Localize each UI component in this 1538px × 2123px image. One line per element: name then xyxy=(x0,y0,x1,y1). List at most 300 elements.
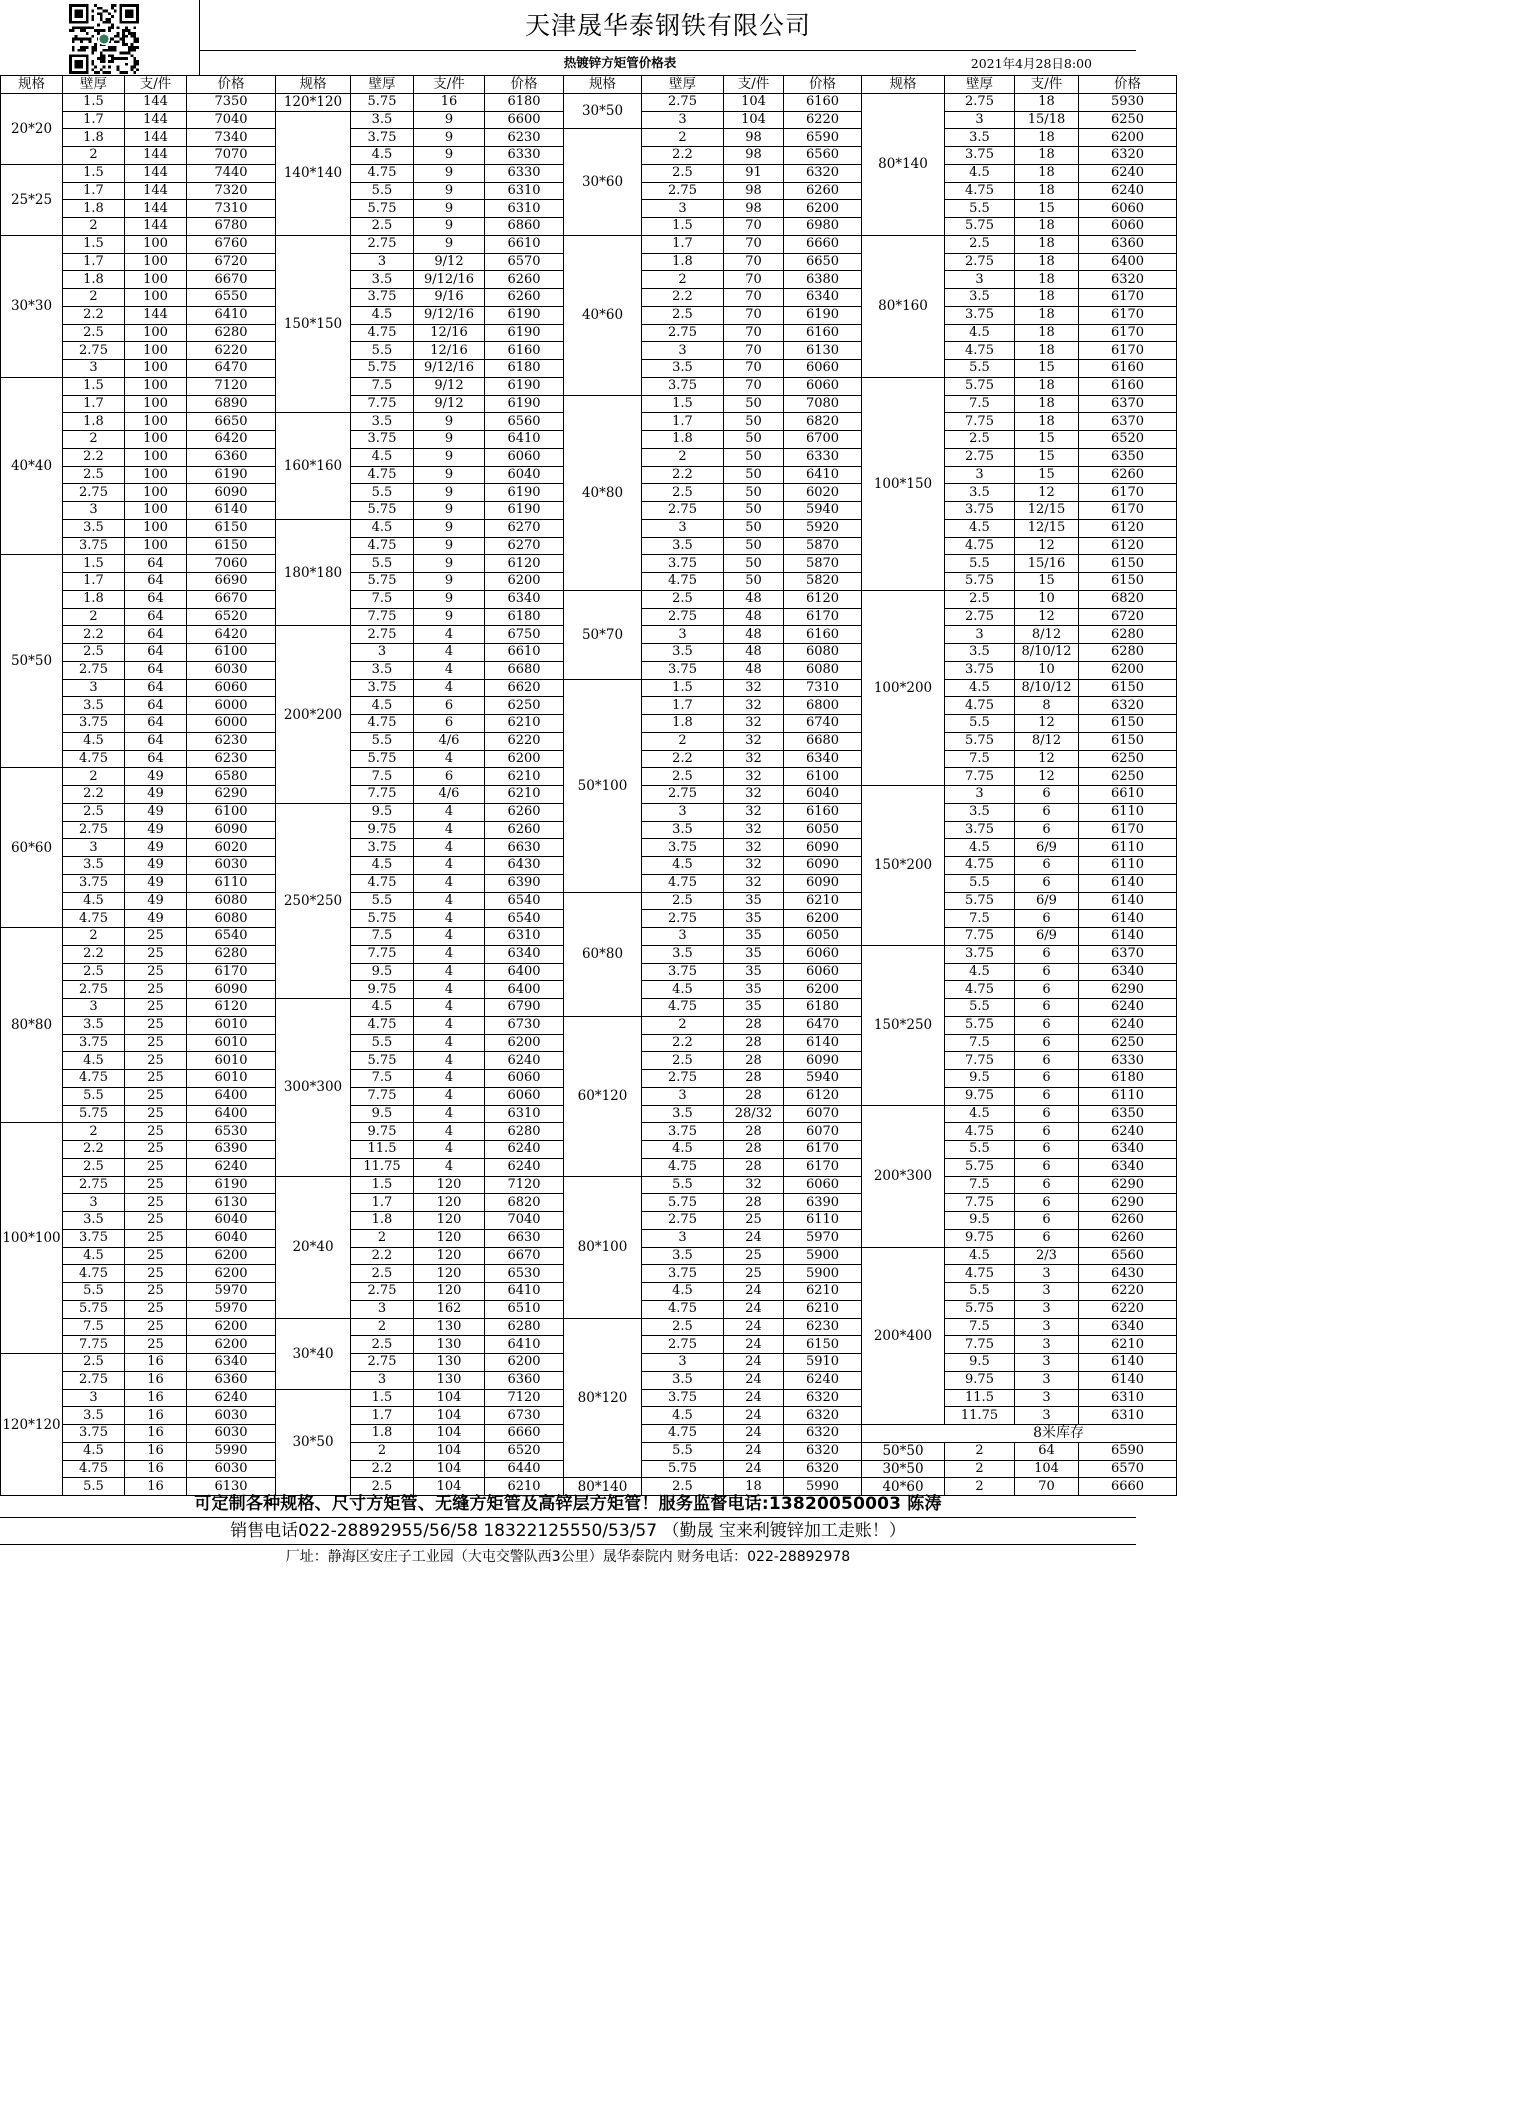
thickness-cell: 4.5 xyxy=(351,697,414,715)
table-row xyxy=(1,892,1177,910)
thickness-cell: 1.7 xyxy=(351,1407,414,1425)
pieces-cell: 50 xyxy=(724,431,784,449)
price-cell: 6190 xyxy=(187,466,276,484)
price-cell: 6890 xyxy=(187,395,276,413)
footer xyxy=(0,1491,1136,1569)
spec-cell: 200*300 xyxy=(862,1105,945,1247)
pieces-cell: 25 xyxy=(125,1194,187,1212)
spec-cell: 80*120 xyxy=(564,1318,642,1478)
pieces-cell: 16 xyxy=(125,1371,187,1389)
company-name: 天津晟华泰钢铁有限公司 xyxy=(524,11,811,40)
thickness-cell: 4.5 xyxy=(945,839,1015,857)
thickness-cell: 2.75 xyxy=(642,1070,724,1088)
pieces-cell: 8 xyxy=(1015,697,1079,715)
table-row xyxy=(1,395,1177,413)
price-cell: 6360 xyxy=(485,1371,564,1389)
thickness-cell: 3.75 xyxy=(642,555,724,573)
thickness-cell: 1.5 xyxy=(351,1176,414,1194)
thickness-cell: 2 xyxy=(63,147,125,165)
thickness-cell: 3.5 xyxy=(642,537,724,555)
pieces-cell: 4 xyxy=(414,981,485,999)
price-cell: 6410 xyxy=(485,1336,564,1354)
pieces-cell: 12/16 xyxy=(414,324,485,342)
price-cell: 5910 xyxy=(784,1354,862,1372)
pieces-cell: 28 xyxy=(724,1141,784,1159)
thickness-cell: 1.5 xyxy=(642,218,724,236)
price-cell: 6390 xyxy=(187,1141,276,1159)
thickness-cell: 4.5 xyxy=(945,164,1015,182)
pieces-cell: 9 xyxy=(414,111,485,129)
thickness-cell: 5.75 xyxy=(351,910,414,928)
thickness-cell: 2 xyxy=(63,431,125,449)
pieces-cell: 16 xyxy=(125,1407,187,1425)
pieces-cell: 25 xyxy=(125,1158,187,1176)
price-cell: 6320 xyxy=(784,1425,862,1443)
price-cell: 6080 xyxy=(784,661,862,679)
pieces-cell: 8/10/12 xyxy=(1015,679,1079,697)
thickness-cell: 2.75 xyxy=(642,1212,724,1230)
table-title: 热镀锌方矩管价格表 xyxy=(563,55,677,70)
pieces-cell: 6 xyxy=(1015,1105,1079,1123)
price-cell: 6320 xyxy=(784,1389,862,1407)
price-cell: 6170 xyxy=(1079,324,1177,342)
price-cell: 6060 xyxy=(485,1070,564,1088)
pieces-cell: 4 xyxy=(414,1105,485,1123)
thickness-cell: 7.75 xyxy=(945,928,1015,946)
thickness-cell: 3.5 xyxy=(642,1247,724,1265)
price-cell: 6360 xyxy=(1079,235,1177,253)
price-cell: 6660 xyxy=(485,1425,564,1443)
thickness-cell: 2.5 xyxy=(351,1265,414,1283)
price-cell: 6050 xyxy=(784,821,862,839)
thickness-cell: 4.5 xyxy=(642,857,724,875)
pieces-cell: 70 xyxy=(724,377,784,395)
price-cell: 6060 xyxy=(1079,218,1177,236)
price-cell: 6180 xyxy=(485,93,564,111)
column-header: 支/件 xyxy=(1015,76,1079,94)
price-cell: 6750 xyxy=(485,626,564,644)
thickness-cell: 4.5 xyxy=(351,999,414,1017)
pieces-cell: 4 xyxy=(414,626,485,644)
price-cell: 6340 xyxy=(1079,1158,1177,1176)
pieces-cell: 4 xyxy=(414,1016,485,1034)
pieces-cell: 50 xyxy=(724,484,784,502)
pieces-cell: 24 xyxy=(724,1300,784,1318)
price-cell: 6140 xyxy=(1079,892,1177,910)
thickness-cell: 2.2 xyxy=(63,945,125,963)
price-cell: 7340 xyxy=(187,129,276,147)
price-cell: 6150 xyxy=(187,537,276,555)
pieces-cell: 4 xyxy=(414,679,485,697)
price-cell: 7080 xyxy=(784,395,862,413)
spec-cell: 50*70 xyxy=(564,590,642,679)
price-cell: 5990 xyxy=(784,1478,862,1496)
pieces-cell: 24 xyxy=(724,1371,784,1389)
pieces-cell: 12 xyxy=(1015,768,1079,786)
thickness-cell: 3 xyxy=(945,626,1015,644)
thickness-cell: 3.5 xyxy=(63,857,125,875)
pieces-cell: 120 xyxy=(414,1194,485,1212)
pieces-cell: 100 xyxy=(125,377,187,395)
price-cell: 6280 xyxy=(187,945,276,963)
pieces-cell: 4 xyxy=(414,1087,485,1105)
price-cell: 6110 xyxy=(1079,1087,1177,1105)
thickness-cell: 2.2 xyxy=(642,1034,724,1052)
thickness-cell: 2.5 xyxy=(642,164,724,182)
price-cell: 6170 xyxy=(784,1158,862,1176)
price-cell: 6230 xyxy=(187,750,276,768)
price-cell: 6780 xyxy=(187,218,276,236)
thickness-cell: 4.5 xyxy=(945,963,1015,981)
thickness-cell: 11.5 xyxy=(945,1389,1015,1407)
price-cell: 6670 xyxy=(187,271,276,289)
price-cell: 6650 xyxy=(784,253,862,271)
pieces-cell: 18 xyxy=(1015,93,1079,111)
price-cell: 6150 xyxy=(1079,732,1177,750)
price-cell: 5820 xyxy=(784,573,862,591)
price-cell: 6240 xyxy=(187,1158,276,1176)
price-cell: 6220 xyxy=(1079,1300,1177,1318)
thickness-cell: 5.75 xyxy=(945,892,1015,910)
price-cell: 6530 xyxy=(485,1265,564,1283)
thickness-cell: 9.75 xyxy=(945,1087,1015,1105)
price-cell: 6110 xyxy=(784,1212,862,1230)
pieces-cell: 12/15 xyxy=(1015,519,1079,537)
table-row xyxy=(1,679,1177,697)
price-cell: 5970 xyxy=(784,1229,862,1247)
thickness-cell: 2.5 xyxy=(642,1318,724,1336)
pieces-cell: 9 xyxy=(414,519,485,537)
thickness-cell: 4.5 xyxy=(642,981,724,999)
price-cell: 6340 xyxy=(1079,1318,1177,1336)
thickness-cell: 2.5 xyxy=(63,466,125,484)
price-cell: 6020 xyxy=(784,484,862,502)
thickness-cell: 3 xyxy=(945,786,1015,804)
price-cell: 6200 xyxy=(187,1247,276,1265)
price-cell: 6140 xyxy=(784,1034,862,1052)
price-cell: 6170 xyxy=(1079,289,1177,307)
thickness-cell: 2.5 xyxy=(351,1336,414,1354)
pieces-cell: 6 xyxy=(1015,1212,1079,1230)
price-cell: 6310 xyxy=(1079,1389,1177,1407)
pieces-cell: 25 xyxy=(724,1247,784,1265)
price-cell: 6110 xyxy=(187,874,276,892)
price-cell: 6410 xyxy=(784,466,862,484)
pieces-cell: 25 xyxy=(125,1034,187,1052)
pieces-cell: 49 xyxy=(125,874,187,892)
thickness-cell: 2.5 xyxy=(642,306,724,324)
pieces-cell: 4 xyxy=(414,928,485,946)
thickness-cell: 2 xyxy=(63,218,125,236)
pieces-cell: 24 xyxy=(724,1229,784,1247)
price-cell: 6180 xyxy=(485,608,564,626)
price-cell: 6290 xyxy=(1079,1176,1177,1194)
price-cell: 6120 xyxy=(1079,519,1177,537)
thickness-cell: 1.5 xyxy=(63,164,125,182)
spec-cell: 150*150 xyxy=(276,235,351,413)
pieces-cell: 50 xyxy=(724,502,784,520)
thickness-cell: 3.75 xyxy=(63,874,125,892)
pieces-cell: 28 xyxy=(724,1034,784,1052)
thickness-cell: 5.5 xyxy=(351,484,414,502)
pieces-cell: 32 xyxy=(724,821,784,839)
pieces-cell: 64 xyxy=(125,590,187,608)
pieces-cell: 70 xyxy=(724,289,784,307)
pieces-cell: 12 xyxy=(1015,537,1079,555)
thickness-cell: 7.5 xyxy=(351,1070,414,1088)
pieces-cell: 9 xyxy=(414,448,485,466)
pieces-cell: 9 xyxy=(414,573,485,591)
pieces-cell: 25 xyxy=(125,1212,187,1230)
spec-cell: 100*200 xyxy=(862,590,945,785)
pieces-cell: 64 xyxy=(125,626,187,644)
price-cell: 7350 xyxy=(187,93,276,111)
pieces-cell: 3 xyxy=(1015,1389,1079,1407)
pieces-cell: 49 xyxy=(125,892,187,910)
thickness-cell: 4.75 xyxy=(945,697,1015,715)
thickness-cell: 3 xyxy=(351,1371,414,1389)
price-cell: 6400 xyxy=(187,1087,276,1105)
price-cell: 6400 xyxy=(1079,253,1177,271)
price-cell: 5870 xyxy=(784,555,862,573)
pieces-cell: 15 xyxy=(1015,431,1079,449)
price-cell: 6040 xyxy=(187,1229,276,1247)
thickness-cell: 11.5 xyxy=(351,1141,414,1159)
thickness-cell: 7.5 xyxy=(351,768,414,786)
pieces-cell: 3 xyxy=(1015,1283,1079,1301)
column-header: 支/件 xyxy=(125,76,187,94)
thickness-cell: 2 xyxy=(351,1229,414,1247)
price-cell: 6290 xyxy=(187,786,276,804)
pieces-cell: 4 xyxy=(414,963,485,981)
price-cell: 6220 xyxy=(187,342,276,360)
price-cell: 6540 xyxy=(187,928,276,946)
price-cell: 6200 xyxy=(485,1034,564,1052)
thickness-cell: 4.75 xyxy=(945,1123,1015,1141)
thickness-cell: 3 xyxy=(63,502,125,520)
thickness-cell: 4.75 xyxy=(945,857,1015,875)
column-header: 壁厚 xyxy=(63,76,125,94)
price-cell: 7120 xyxy=(485,1176,564,1194)
pieces-cell: 100 xyxy=(125,466,187,484)
thickness-cell: 1.5 xyxy=(63,377,125,395)
thickness-cell: 3.75 xyxy=(63,1425,125,1443)
thickness-cell: 2.75 xyxy=(945,608,1015,626)
thickness-cell: 3.75 xyxy=(351,431,414,449)
pieces-cell: 104 xyxy=(414,1407,485,1425)
spec-cell: 40*60 xyxy=(564,235,642,395)
pieces-cell: 98 xyxy=(724,129,784,147)
pieces-cell: 130 xyxy=(414,1371,485,1389)
spec-cell: 100*150 xyxy=(862,377,945,590)
thickness-cell: 3.75 xyxy=(63,715,125,733)
pieces-cell: 49 xyxy=(125,768,187,786)
thickness-cell: 1.7 xyxy=(351,1194,414,1212)
pieces-cell: 18 xyxy=(1015,147,1079,165)
pieces-cell: 3 xyxy=(1015,1371,1079,1389)
price-cell: 6140 xyxy=(187,502,276,520)
price-cell: 6210 xyxy=(1079,1336,1177,1354)
pieces-cell: 9/16 xyxy=(414,289,485,307)
price-cell: 6380 xyxy=(784,271,862,289)
thickness-cell: 3.75 xyxy=(945,821,1015,839)
pieces-cell: 9/12/16 xyxy=(414,271,485,289)
pieces-cell: 100 xyxy=(125,271,187,289)
pieces-cell: 6 xyxy=(1015,857,1079,875)
thickness-cell: 7.75 xyxy=(945,1194,1015,1212)
column-header: 价格 xyxy=(1079,76,1177,94)
price-cell: 5900 xyxy=(784,1265,862,1283)
price-cell: 6200 xyxy=(784,910,862,928)
price-cell: 6330 xyxy=(1079,1052,1177,1070)
pieces-cell: 50 xyxy=(724,537,784,555)
pieces-cell: 6 xyxy=(1015,803,1079,821)
thickness-cell: 3.5 xyxy=(63,697,125,715)
pieces-cell: 10 xyxy=(1015,661,1079,679)
thickness-cell: 2.5 xyxy=(63,324,125,342)
thickness-cell: 2.75 xyxy=(642,324,724,342)
pieces-cell: 6 xyxy=(414,768,485,786)
thickness-cell: 3 xyxy=(63,360,125,378)
thickness-cell: 3.5 xyxy=(351,111,414,129)
price-cell: 6230 xyxy=(784,1318,862,1336)
pieces-cell: 25 xyxy=(125,1300,187,1318)
spec-cell: 180*180 xyxy=(276,519,351,626)
pieces-cell: 49 xyxy=(125,839,187,857)
price-cell: 6250 xyxy=(1079,750,1177,768)
price-cell: 6240 xyxy=(1079,1016,1177,1034)
thickness-cell: 7.5 xyxy=(945,1318,1015,1336)
pieces-cell: 15/18 xyxy=(1015,111,1079,129)
thickness-cell: 4.5 xyxy=(945,519,1015,537)
pieces-cell: 18 xyxy=(1015,253,1079,271)
pieces-cell: 9 xyxy=(414,502,485,520)
thickness-cell: 4.75 xyxy=(642,1300,724,1318)
thickness-cell: 5.5 xyxy=(945,1141,1015,1159)
price-cell: 6250 xyxy=(1079,768,1177,786)
thickness-cell: 2.75 xyxy=(63,661,125,679)
pieces-cell: 24 xyxy=(724,1318,784,1336)
pieces-cell: 64 xyxy=(125,750,187,768)
price-cell: 6250 xyxy=(1079,1034,1177,1052)
price-cell: 6310 xyxy=(1079,1407,1177,1425)
footer-custom-line: 可定制各种规格、尺寸方矩管、无缝方矩管及高锌层方矩管！服务监督电话:13820050003 陈涛 xyxy=(0,1491,1136,1518)
pieces-cell: 18 xyxy=(1015,129,1079,147)
thickness-cell: 3 xyxy=(642,1087,724,1105)
price-cell: 6220 xyxy=(485,732,564,750)
price-cell: 6820 xyxy=(1079,590,1177,608)
thickness-cell: 4.5 xyxy=(63,732,125,750)
price-cell: 6060 xyxy=(784,963,862,981)
thickness-cell: 2 xyxy=(945,1460,1015,1478)
price-cell: 5990 xyxy=(187,1442,276,1460)
price-cell: 6200 xyxy=(187,1318,276,1336)
price-cell: 6140 xyxy=(1079,928,1177,946)
spec-cell: 150*200 xyxy=(862,786,945,946)
price-cell: 6260 xyxy=(1079,466,1177,484)
price-cell: 6370 xyxy=(1079,945,1177,963)
price-cell: 6060 xyxy=(485,448,564,466)
pieces-cell: 15 xyxy=(1015,466,1079,484)
pieces-cell: 6 xyxy=(414,697,485,715)
thickness-cell: 4.75 xyxy=(642,1158,724,1176)
thickness-cell: 5.75 xyxy=(945,377,1015,395)
price-cell: 6070 xyxy=(784,1105,862,1123)
thickness-cell: 3 xyxy=(642,111,724,129)
thickness-cell: 3.5 xyxy=(945,803,1015,821)
pieces-cell: 9 xyxy=(414,608,485,626)
pieces-cell: 9 xyxy=(414,413,485,431)
thickness-cell: 4.75 xyxy=(351,537,414,555)
thickness-cell: 1.7 xyxy=(642,697,724,715)
price-cell: 6740 xyxy=(784,715,862,733)
price-cell: 6610 xyxy=(485,644,564,662)
spec-cell: 80*100 xyxy=(564,1176,642,1318)
pieces-cell: 6/9 xyxy=(1015,839,1079,857)
thickness-cell: 2.5 xyxy=(63,644,125,662)
table-row xyxy=(1,1318,1177,1336)
price-cell: 6150 xyxy=(784,1336,862,1354)
price-table-container xyxy=(0,75,1177,1496)
thickness-cell: 2.2 xyxy=(351,1247,414,1265)
thickness-cell: 1.8 xyxy=(63,590,125,608)
thickness-cell: 5.75 xyxy=(642,1194,724,1212)
thickness-cell: 2.75 xyxy=(63,1176,125,1194)
price-cell: 6690 xyxy=(187,573,276,591)
thickness-cell: 5.5 xyxy=(351,1034,414,1052)
price-cell: 6220 xyxy=(784,111,862,129)
spec-cell: 30*60 xyxy=(564,129,642,236)
pieces-cell: 18 xyxy=(1015,218,1079,236)
thickness-cell: 2.75 xyxy=(642,93,724,111)
price-cell: 6150 xyxy=(1079,679,1177,697)
price-cell: 6210 xyxy=(485,715,564,733)
pieces-cell: 100 xyxy=(125,342,187,360)
thickness-cell: 5.75 xyxy=(945,1016,1015,1034)
header-rule xyxy=(200,50,1136,51)
thickness-cell: 2 xyxy=(642,732,724,750)
price-cell: 6820 xyxy=(784,413,862,431)
price-cell: 6600 xyxy=(485,111,564,129)
thickness-cell: 2.5 xyxy=(945,235,1015,253)
thickness-cell: 3.5 xyxy=(945,289,1015,307)
thickness-cell: 5.75 xyxy=(63,1105,125,1123)
thickness-cell: 3.75 xyxy=(642,661,724,679)
column-header: 价格 xyxy=(485,76,564,94)
price-cell: 6170 xyxy=(784,608,862,626)
thickness-cell: 4.75 xyxy=(945,342,1015,360)
price-cell: 6110 xyxy=(1079,803,1177,821)
price-cell: 6090 xyxy=(187,821,276,839)
price-cell: 6210 xyxy=(485,786,564,804)
price-cell: 6200 xyxy=(784,981,862,999)
price-cell: 6160 xyxy=(784,93,862,111)
thickness-cell: 7.5 xyxy=(351,377,414,395)
thickness-cell: 9.5 xyxy=(351,803,414,821)
thickness-cell: 3 xyxy=(63,999,125,1017)
price-cell: 6270 xyxy=(485,537,564,555)
price-cell: 6560 xyxy=(1079,1247,1177,1265)
thickness-cell: 3.5 xyxy=(642,360,724,378)
price-cell: 6390 xyxy=(485,874,564,892)
price-cell: 6730 xyxy=(485,1407,564,1425)
pieces-cell: 120 xyxy=(414,1229,485,1247)
pieces-cell: 100 xyxy=(125,502,187,520)
price-cell: 6230 xyxy=(187,732,276,750)
price-cell: 6120 xyxy=(1079,537,1177,555)
thickness-cell: 4.5 xyxy=(63,1247,125,1265)
pieces-cell: 9 xyxy=(414,164,485,182)
